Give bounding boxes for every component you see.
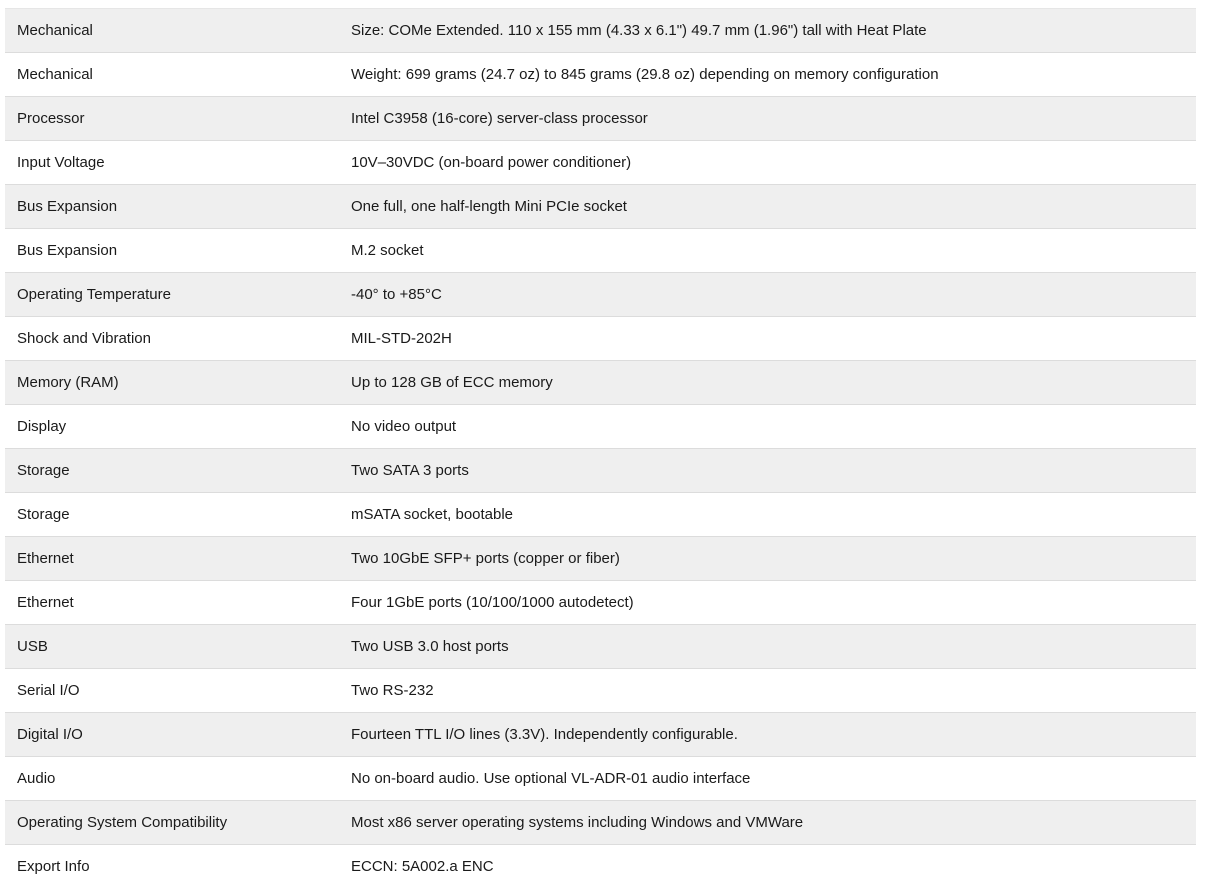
spec-value: mSATA socket, bootable — [351, 506, 514, 523]
spec-label: Storage — [17, 462, 70, 479]
spec-value: No video output — [351, 418, 457, 435]
spec-value: ECCN: 5A002.a ENC — [351, 858, 494, 876]
spec-label: Mechanical — [17, 22, 93, 39]
spec-row — [5, 757, 1196, 801]
spec-row — [5, 625, 1196, 669]
spec-value: Fourteen TTL I/O lines (3.3V). Independently configurable. — [351, 726, 738, 743]
spec-row — [5, 229, 1196, 273]
spec-value: Two SATA 3 ports — [351, 462, 469, 479]
spec-value: Two RS-232 — [351, 682, 434, 699]
spec-value: M.2 socket — [351, 242, 424, 259]
spec-label: Operating System Compatibility — [17, 814, 228, 831]
spec-value: One full, one half-length Mini PCIe socket — [351, 198, 627, 215]
spec-label: Mechanical — [17, 66, 93, 83]
spec-label: Shock and Vibration — [17, 330, 151, 347]
spec-row — [5, 537, 1196, 581]
spec-value: Most x86 server operating systems including Windows and VMWare — [351, 814, 804, 831]
spec-label: USB — [17, 638, 48, 655]
spec-label: Export Info — [17, 858, 90, 876]
spec-label: Serial I/O — [17, 682, 80, 699]
spec-value: MIL-STD-202H — [351, 330, 452, 347]
spec-row — [5, 449, 1196, 493]
spec-row — [5, 317, 1196, 361]
spec-label: Bus Expansion — [17, 242, 118, 259]
spec-value: Four 1GbE ports (10/100/1000 autodetect) — [351, 594, 634, 611]
spec-row — [5, 9, 1196, 53]
spec-row — [5, 185, 1196, 229]
spec-label: Input Voltage — [17, 154, 105, 171]
spec-row — [5, 53, 1196, 97]
spec-row — [5, 669, 1196, 713]
spec-value: Two USB 3.0 host ports — [351, 638, 509, 655]
spec-label: Operating Temperature — [17, 286, 171, 303]
spec-row — [5, 273, 1196, 317]
spec-value: No on-board audio. Use optional VL-ADR-01 audio interface — [351, 770, 751, 787]
spec-value: Weight: 699 grams (24.7 oz) to 845 grams (29.8 oz) depending on memory configuration — [351, 66, 939, 83]
spec-label: Ethernet — [17, 550, 74, 567]
spec-label: Processor — [17, 110, 85, 127]
spec-row — [5, 845, 1196, 889]
spec-row — [5, 801, 1196, 845]
spec-value: Two 10GbE SFP+ ports (copper or fiber) — [351, 550, 620, 567]
spec-value: 10V–30VDC (on-board power conditioner) — [351, 154, 632, 171]
spec-label: Bus Expansion — [17, 198, 118, 215]
spec-row — [5, 581, 1196, 625]
spec-value: -40° to +85°C — [351, 286, 442, 303]
spec-label: Memory (RAM) — [17, 374, 119, 391]
spec-row — [5, 97, 1196, 141]
spec-label: Ethernet — [17, 594, 74, 611]
spec-label: Audio — [17, 770, 56, 787]
spec-value: Up to 128 GB of ECC memory — [351, 374, 553, 391]
spec-value: Size: COMe Extended. 110 x 155 mm (4.33 x 6.1") 49.7 mm (1.96") tall with Heat Plate — [351, 22, 927, 39]
spec-row — [5, 141, 1196, 185]
spec-label: Storage — [17, 506, 70, 523]
specifications-table — [5, 8, 1196, 889]
specifications-table-body — [5, 9, 1196, 889]
spec-row — [5, 405, 1196, 449]
spec-label: Display — [17, 418, 67, 435]
spec-row — [5, 361, 1196, 405]
spec-label: Digital I/O — [17, 726, 83, 743]
spec-row — [5, 493, 1196, 537]
spec-value: Intel C3958 (16-core) server-class processor — [351, 110, 648, 127]
spec-row — [5, 713, 1196, 757]
